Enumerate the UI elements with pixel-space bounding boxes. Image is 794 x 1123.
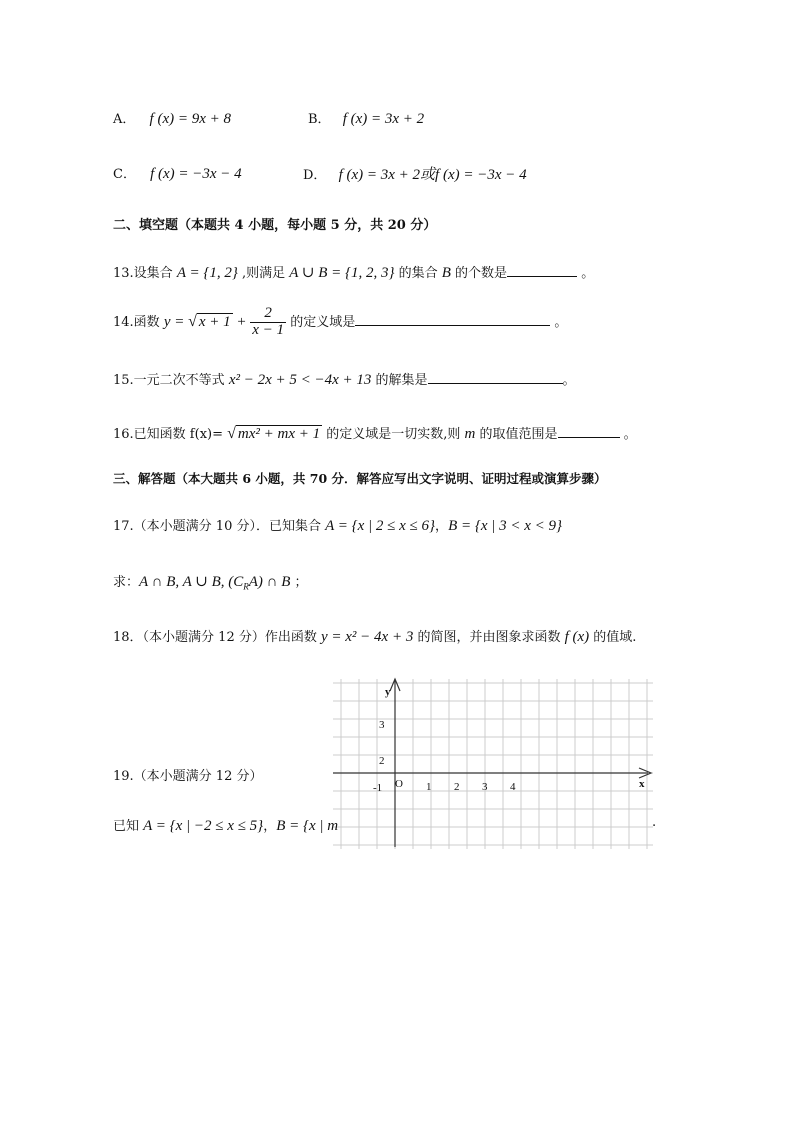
q16-post: 的定义域是一切实数,则 xyxy=(322,427,465,442)
option-d xyxy=(303,163,527,184)
q14-fraction xyxy=(250,306,286,339)
q19-sep: ， xyxy=(263,819,277,834)
coordinate-grid xyxy=(333,677,658,852)
option-a xyxy=(113,108,231,128)
q17b-pre: 求： xyxy=(113,575,140,590)
question-17 xyxy=(113,515,562,535)
x-tick-1: 1 xyxy=(426,781,432,793)
x-axis-label: x xyxy=(639,778,645,790)
option-b-expr: f (x) = 3x + 2 xyxy=(342,111,425,127)
q13-set-a: A = {1, 2} xyxy=(176,265,238,281)
x-tick-2: 2 xyxy=(454,781,460,793)
option-b xyxy=(308,108,424,128)
q15-pre: 15.一元二次不等式 xyxy=(113,373,229,388)
q17b-sub: R xyxy=(243,581,249,592)
q13-post: 的集合 xyxy=(394,266,442,281)
y-tick-3: 3 xyxy=(379,719,385,731)
q13-pre: 13.设集合 xyxy=(113,266,177,281)
q14-plus: + xyxy=(232,313,251,330)
q19-pre: 已知 xyxy=(113,819,144,834)
question-16: 16.已知函数 f(x)= √ mx² + mx + 1 的定义域是一切实数,则 m 的取值范围是 。 xyxy=(113,425,637,442)
q14-answer-blank[interactable] xyxy=(355,313,550,326)
q17-sep: ， xyxy=(435,519,449,534)
q16-pre: 16.已知函数 f(x)= xyxy=(113,427,228,442)
option-c xyxy=(113,163,242,183)
q14-num: 2 xyxy=(250,306,286,323)
q16-post2: 的取值范围是 xyxy=(475,427,558,442)
q19-set-b: B = {x | m xyxy=(276,818,339,834)
x-tick-neg1: -1 xyxy=(373,782,383,794)
question-14: 14.函数 y = √ x + 1 + $\frac{2}{x - 1}$ 的定义域是 。 xyxy=(113,305,568,338)
q16-m: m xyxy=(464,426,476,442)
q16-end: 。 xyxy=(619,427,637,442)
option-b-label: B． xyxy=(308,112,331,127)
option-c-expr: f (x) = −3x − 4 xyxy=(150,166,242,182)
question-13 xyxy=(113,262,594,282)
q13-answer-blank[interactable] xyxy=(507,264,577,277)
q16-sqrt: mx² + mx + 1 xyxy=(237,426,321,442)
option-d-expr: f (x) = 3x + 2或f (x) = −3x − 4 xyxy=(338,167,527,183)
q14-sqrt: x + 1 xyxy=(198,313,231,330)
q14-end: 。 xyxy=(550,314,568,330)
question-19-title: 19.（本小题满分 12 分） xyxy=(113,769,263,784)
q13-b: B xyxy=(441,265,451,281)
q14-post: 的定义域是 xyxy=(286,314,356,330)
origin-label: O xyxy=(395,778,403,790)
section2-heading: 二、填空题（本题共 4 小题，每小题 5 分，共 20 分） xyxy=(113,218,437,233)
q13-tail: 的个数是 xyxy=(450,266,508,281)
q14-pre: 14.函数 xyxy=(113,314,164,330)
q15-answer-blank[interactable] xyxy=(428,371,563,384)
question-17-ask xyxy=(113,571,308,592)
q17b-end: ； xyxy=(290,575,308,590)
q18-post: 的简图，并由图象求函数 xyxy=(413,630,565,645)
q18-end: 的值域. xyxy=(589,630,637,645)
question-19 xyxy=(113,815,338,835)
option-a-expr: f (x) = 9x + 8 xyxy=(149,111,231,127)
question-18 xyxy=(113,626,636,646)
q13-cond: A ∪ B = {1, 2, 3} xyxy=(289,265,395,281)
y-axis-label: y xyxy=(385,686,391,698)
q17-pre: 17.（本小题满分 10 分）．已知集合 xyxy=(113,519,326,534)
q18-fn: y = x² − 4x + 3 xyxy=(320,629,414,645)
option-c-label: C． xyxy=(113,167,136,182)
y-tick-2: 2 xyxy=(379,755,385,767)
q17-set-a: A = {x | 2 ≤ x ≤ 6} xyxy=(325,518,436,534)
q17-set-b: B = {x | 3 < x < 9} xyxy=(448,518,563,534)
option-a-label: A． xyxy=(113,112,136,127)
section3-heading: 三、解答题（本大题共 6 小题，共 70 分．解答应写出文字说明、证明过程或演算步骤） xyxy=(113,471,607,486)
q17b-expr: A ∩ B, A ∪ B, (C xyxy=(139,574,244,590)
q19-set-a: A = {x | −2 ≤ x ≤ 5} xyxy=(143,818,264,834)
q14-y: y = xyxy=(163,313,189,330)
question-15 xyxy=(113,369,576,389)
q13-mid: ,则满足 xyxy=(237,266,290,281)
q15-ineq: x² − 2x + 5 < −4x + 13 xyxy=(228,372,372,388)
q18-fx: f (x) xyxy=(564,629,590,645)
q16-answer-blank[interactable] xyxy=(558,425,620,438)
q15-post: 的解集是 xyxy=(371,373,428,388)
x-tick-3: 3 xyxy=(482,781,488,793)
option-d-label: D． xyxy=(303,168,327,183)
x-tick-4: 4 xyxy=(510,781,516,793)
q14-den: x − 1 xyxy=(252,321,285,338)
q18-pre: 18．（本小题满分 12 分）作出函数 xyxy=(113,630,321,645)
q15-end: 。 xyxy=(562,373,576,388)
q13-end: 。 xyxy=(577,266,595,281)
q17b-expr2: A) ∩ B xyxy=(248,574,291,590)
q19-end: . xyxy=(652,815,657,830)
